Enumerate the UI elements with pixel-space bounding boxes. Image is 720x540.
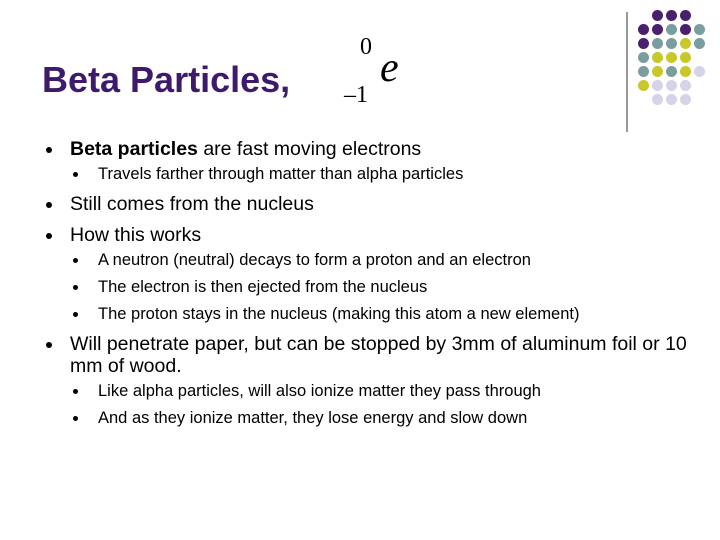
decorative-dot	[638, 52, 649, 63]
decorative-dot	[680, 66, 691, 77]
sub-bullet-item	[70, 382, 694, 401]
sub-bullet-marker	[73, 312, 78, 317]
formula-charge-number: –1	[344, 82, 368, 108]
sub-bullet-item	[70, 278, 694, 297]
decorative-dot-grid	[638, 10, 718, 120]
decorative-dot	[638, 80, 649, 91]
bullet-text: are fast moving electrons	[197, 138, 422, 160]
sub-bullet-text: The electron is then ejected from the nucleus	[98, 278, 428, 296]
decorative-divider	[626, 12, 628, 132]
decorative-dot	[652, 66, 663, 77]
bullet-list	[44, 138, 694, 437]
sub-bullet-marker	[73, 389, 78, 394]
decorative-dot	[666, 38, 677, 49]
bullet-text: Still comes from the nucleus	[70, 193, 314, 215]
decorative-dot	[666, 52, 677, 63]
formula-electron-symbol: e	[380, 45, 399, 91]
sub-bullet-marker	[73, 172, 78, 177]
decorative-dot	[666, 94, 677, 105]
sub-bullet-item	[70, 305, 694, 324]
decorative-dot	[666, 80, 677, 91]
decorative-dot	[666, 66, 677, 77]
decorative-dot	[694, 24, 705, 35]
decorative-dot	[680, 94, 691, 105]
decorative-dot	[680, 10, 691, 21]
decorative-dot	[652, 80, 663, 91]
bullet-text: Will penetrate paper, but can be stopped by 3mm of aluminum foil or 10 mm of wood.	[70, 333, 687, 377]
bullet-marker	[46, 342, 52, 348]
beta-particle-formula	[344, 34, 424, 114]
sub-bullet-text: The proton stays in the nucleus (making this atom a new element)	[98, 305, 580, 323]
sub-bullet-marker	[73, 285, 78, 290]
decorative-dot	[666, 10, 677, 21]
sub-bullet-text: And as they ionize matter, they lose energy and slow down	[98, 409, 528, 427]
sub-bullet-item	[70, 409, 694, 428]
bullet-item	[44, 333, 694, 428]
sub-bullet-item	[70, 251, 694, 270]
slide-title: Beta Particles,	[42, 59, 291, 100]
decorative-dot	[638, 66, 649, 77]
decorative-dot	[694, 66, 705, 77]
decorative-dot	[638, 38, 649, 49]
decorative-dot	[680, 24, 691, 35]
decorative-dot	[652, 24, 663, 35]
decorative-dot	[680, 80, 691, 91]
bullet-item	[44, 138, 694, 184]
decorative-dot	[652, 52, 663, 63]
sub-bullet-marker	[73, 258, 78, 263]
bullet-item	[44, 193, 694, 215]
sub-bullet-text: Travels farther through matter than alpha particles	[98, 165, 464, 183]
decorative-dot	[652, 10, 663, 21]
decorative-dot	[680, 52, 691, 63]
bullet-bold-text: Beta particles	[70, 138, 198, 160]
formula-mass-number: 0	[360, 34, 372, 60]
sub-bullet-text: Like alpha particles, will also ionize matter they pass through	[98, 382, 541, 400]
decorative-dot	[680, 38, 691, 49]
decorative-dot	[652, 94, 663, 105]
sub-bullet-item	[70, 165, 694, 184]
bullet-text: How this works	[70, 224, 202, 246]
decorative-dot	[666, 24, 677, 35]
decorative-dot	[652, 38, 663, 49]
decorative-dot	[694, 38, 705, 49]
bullet-marker	[46, 233, 52, 239]
sub-bullet-marker	[73, 416, 78, 421]
bullet-marker	[46, 147, 52, 153]
bullet-marker	[46, 202, 52, 208]
bullet-item	[44, 224, 694, 324]
decorative-dot	[638, 24, 649, 35]
sub-bullet-text: A neutron (neutral) decays to form a proton and an electron	[98, 251, 531, 269]
